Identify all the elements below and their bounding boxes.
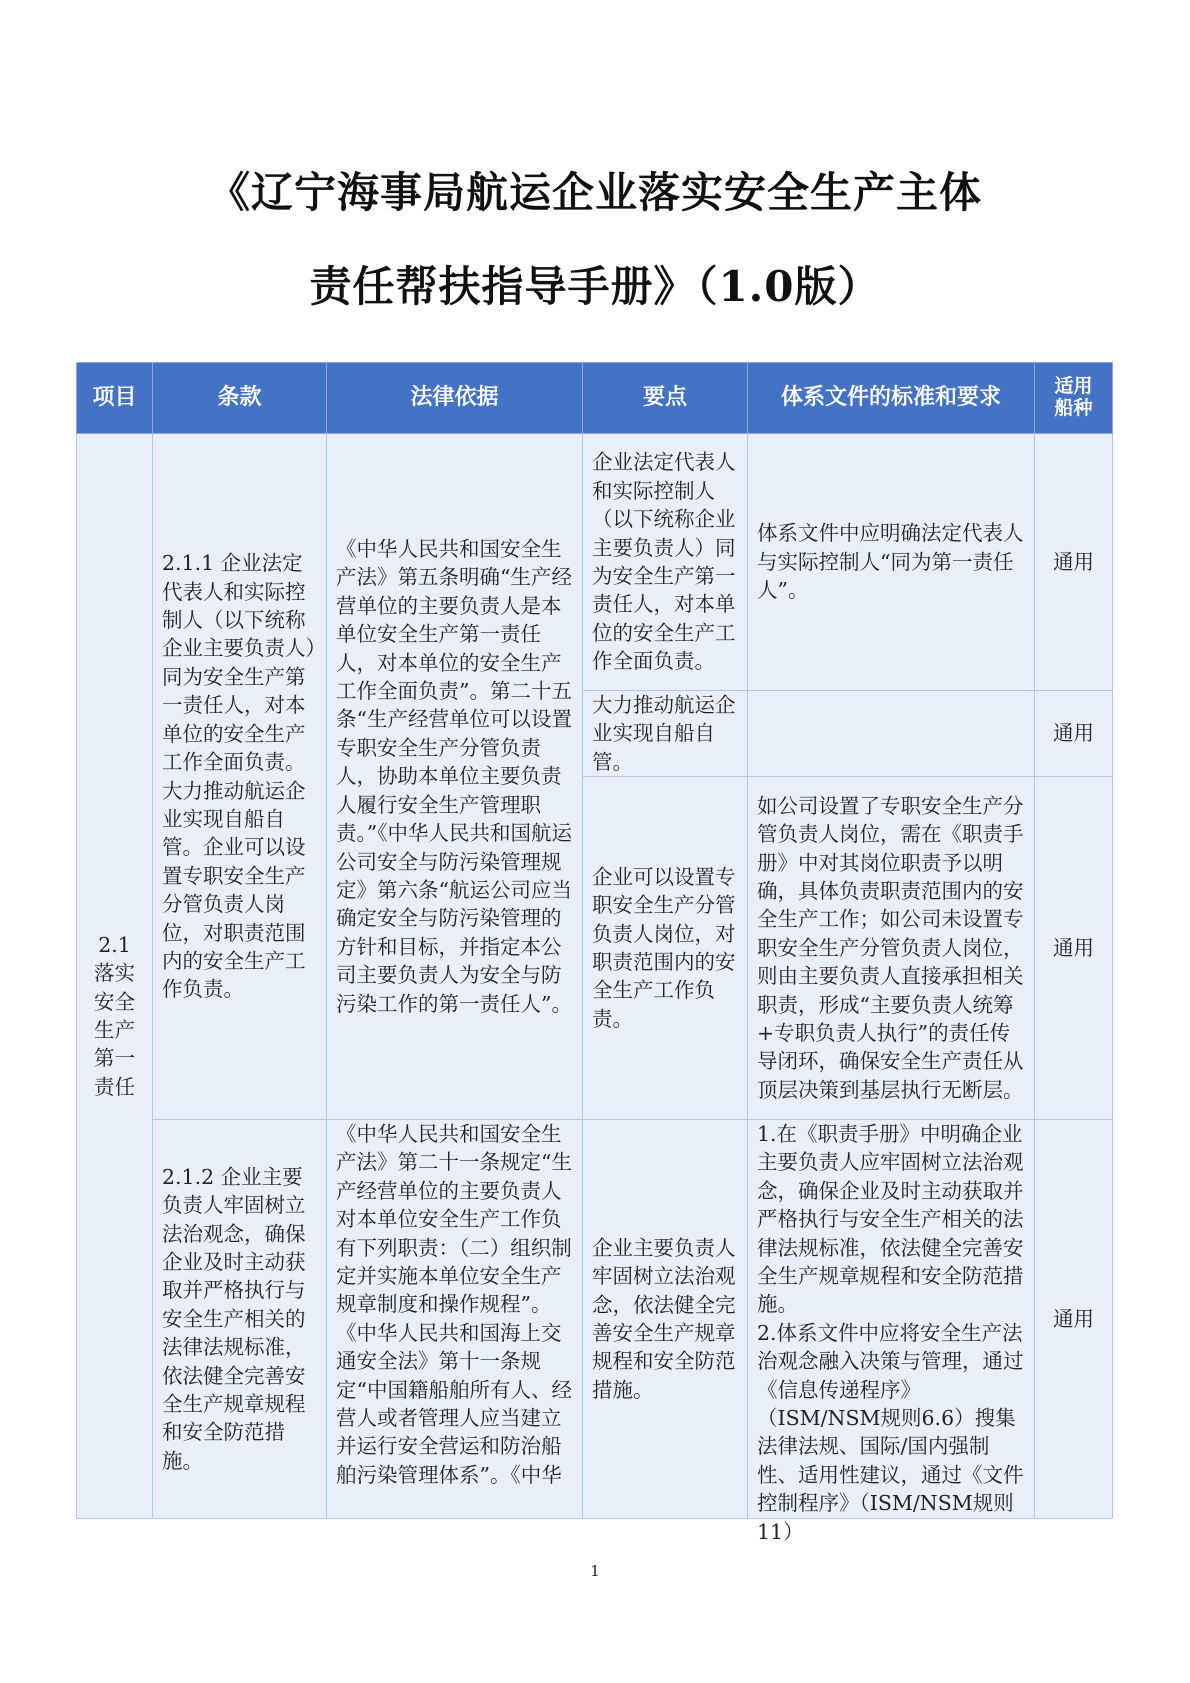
document-title-line-1: 《辽宁海事局航运企业落实安全生产主体 — [207, 168, 982, 217]
requirement-item-2: 2.体系文件中应将安全生产法治观念融入决策与管理，通过《信息传递程序》（ISM/NSM规则6.6）搜集法律法规、国际/国内强制性、适用性建议，通过《文件控制程序》（ISM/NSM规则11） — [757, 1320, 1024, 1544]
responsibility-table — [76, 362, 1113, 1544]
ship-type-cell — [1035, 434, 1113, 691]
table-header-row — [77, 363, 1113, 434]
key-point-cell — [583, 777, 748, 1120]
requirement-text: 体系文件中应明确法定代表人与实际控制人“同为第一责任人”。 — [757, 521, 1024, 603]
clause-cell — [153, 434, 327, 1120]
legal-basis-cell — [327, 1120, 583, 1519]
ship-type-text: 通用 — [1053, 935, 1094, 960]
table-row — [77, 434, 1113, 691]
key-point-text: 企业主要负责人牢固树立法治观念，依法健全完善安全生产规章规程和安全防范措施。 — [592, 1235, 736, 1402]
header-ship-type — [1035, 363, 1113, 434]
requirement-text: 如公司设置了专职安全生产分管负责人岗位，需在《职责手册》中对其岗位职责予以明确，具体负责职责范围内的安全生产工作；如公司未设置专职安全生产分管负责人岗位，则由主要负责人直接承担相关职责，形成“主要负责人统筹+专职负责人执行”的责任传导闭环，确保安全生产责任从顶层决策到基层执行无断层。 — [757, 793, 1024, 1102]
ship-type-text: 通用 — [1053, 721, 1094, 746]
requirement-cell — [748, 434, 1035, 691]
clause-text: 2.1.1 企业法定代表人和实际控制人（以下统称企业主要负责人）同为安全生产第一责任人，对本单位的安全生产工作全面负责。大力推动航运企业实现自船自管。企业可以设置专职安全生产分管负责人岗位，对职责范围内的安全生产工作负责。 — [162, 551, 316, 1002]
item-cell — [77, 434, 153, 1519]
ship-type-cell — [1035, 777, 1113, 1120]
ship-type-cell — [1035, 691, 1113, 777]
header-legal-basis: 法律依据 — [327, 363, 583, 434]
requirement-text — [748, 1120, 1034, 1544]
key-point-text: 企业法定代表人和实际控制人（以下统称企业主要负责人）同为安全生产第一责任人，对本单位的安全生产工作全面负责。 — [592, 450, 736, 674]
key-point-cell — [583, 691, 748, 777]
legal-basis-text: 《中华人民共和国安全生产法》第二十一条规定“生产经营单位的主要负责人对本单位安全生产工作负有下列职责：（二）组织制定并实施本单位安全生产规章制度和操作规程”。《中华人民共和国海上交通安全法》第十一条规定“中国籍船舶所有人、经营人或者管理人应当建立并运行安全营运和防治船舶污染管理体系”。《中华 — [336, 1122, 572, 1487]
header-key-point: 要点 — [583, 363, 748, 434]
header-clause: 条款 — [153, 363, 327, 434]
table-row — [77, 1120, 1113, 1519]
document-title-line-2: 责任帮扶指导手册》（1.0版） — [309, 262, 881, 311]
header-requirement: 体系文件的标准和要求 — [748, 363, 1035, 434]
key-point-cell — [583, 1120, 748, 1519]
ship-type-text: 通用 — [1053, 549, 1094, 574]
legal-basis-text: 《中华人民共和国安全生产法》第五条明确“生产经营单位的主要负责人是本单位安全生产第一责任人，对本单位的安全生产工作全面负责”。第二十五条“生产经营单位可以设置专职安全生产分管负责人，协助本单位主要负责人履行安全生产管理职责。”《中华人民共和国航运公司安全与防污染管理规定》第六条“航运公司应当确定安全与防污染管理的方针和目标，并指定本公司主要负责人为安全与防污染工作的第一责任人”。 — [336, 537, 572, 1016]
requirement-item-1: 1.在《职责手册》中明确企业主要负责人应牢固树立法治观念，确保企业及时主动获取并严格执行与安全生产相关的法律法规标准，依法健全完善安全生产规章规程和安全防范措施。 — [757, 1122, 1024, 1317]
ship-type-cell — [1035, 1120, 1113, 1519]
requirement-cell — [748, 777, 1035, 1120]
requirement-cell — [748, 691, 1035, 777]
legal-basis-cell — [327, 434, 583, 1120]
clause-text: 2.1.2 企业主要负责人牢固树立法治观念，确保企业及时主动获取并严格执行与安全生产相关的法律法规标准，依法健全完善安全生产规章规程和安全防范措施。 — [162, 1164, 306, 1473]
requirement-cell — [748, 1120, 1035, 1544]
key-point-text: 企业可以设置专职安全生产分管负责人岗位，对职责范围内的安全生产工作负责。 — [592, 864, 736, 1031]
page-number: 1 — [590, 1562, 600, 1580]
ship-type-text: 通用 — [1053, 1306, 1094, 1331]
key-point-cell — [583, 434, 748, 691]
item-text: 2.1落实安全生产第一责任 — [94, 932, 135, 1099]
clause-cell — [153, 1120, 327, 1519]
key-point-text: 大力推动航运企业实现自船自管。 — [592, 692, 736, 774]
header-ship-type-label: 适用船种 — [1054, 375, 1093, 419]
requirement-text — [748, 691, 1034, 776]
header-item: 项目 — [77, 363, 153, 434]
